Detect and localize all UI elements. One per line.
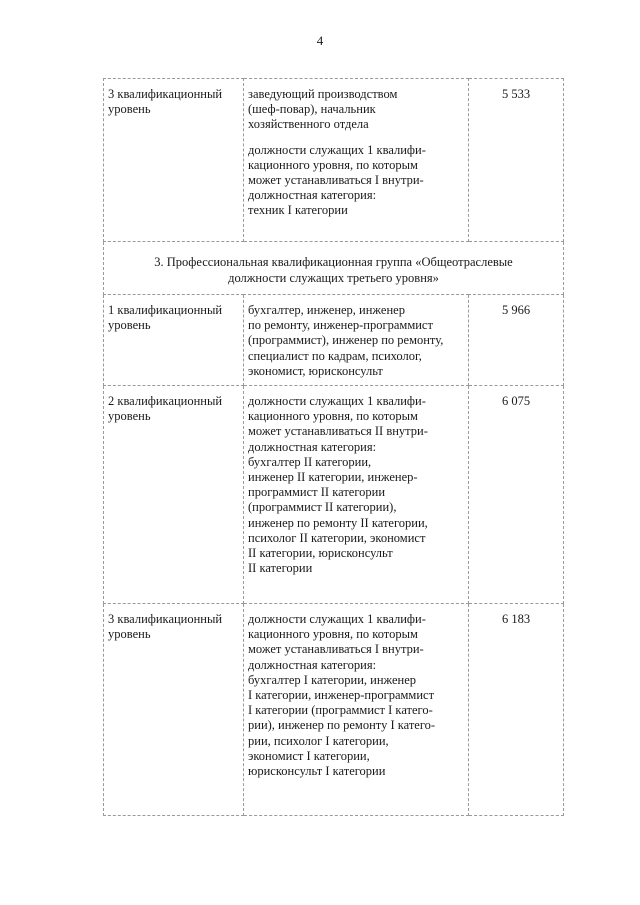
level-text: уровень bbox=[108, 102, 151, 117]
positions-cell bbox=[244, 79, 469, 242]
table-row bbox=[104, 79, 564, 242]
group-title-line: должности служащих третьего уровня» bbox=[228, 271, 439, 285]
salary-table bbox=[103, 78, 564, 816]
position-line: должности служащих 1 квалифи- bbox=[248, 394, 426, 409]
level-text: уровень bbox=[108, 318, 151, 333]
position-line: II категории, юрисконсульт bbox=[248, 546, 393, 561]
positions-block bbox=[248, 143, 464, 219]
position-line: должностная категория: bbox=[248, 188, 377, 203]
position-line: бухгалтер, инженер, инженер bbox=[248, 303, 405, 317]
position-line: рии), инженер по ремонту I катего- bbox=[248, 718, 436, 733]
position-line: (программист), инженер по ремонту, bbox=[248, 333, 444, 348]
position-line: кационного уровня, по которым bbox=[248, 627, 418, 642]
position-line: должностная категория: bbox=[248, 657, 377, 672]
position-line: заведующий производством bbox=[248, 87, 398, 101]
level-text: 2 квалификационный bbox=[108, 394, 223, 409]
positions-block bbox=[248, 87, 464, 133]
qualification-level-cell bbox=[104, 386, 244, 604]
position-line: по ремонту, инженер-программист bbox=[248, 318, 433, 333]
position-line: инженер II категории, инженер- bbox=[248, 470, 418, 485]
salary-cell: 6 183 bbox=[469, 604, 564, 816]
positions-cell bbox=[244, 295, 469, 386]
positions-cell bbox=[244, 604, 469, 816]
level-text: 3 квалификационный bbox=[108, 87, 223, 101]
position-line: бухгалтер II категории, bbox=[248, 454, 372, 469]
group-title bbox=[104, 242, 564, 295]
level-text: 3 квалификационный bbox=[108, 612, 223, 627]
position-line: I категории, инженер-программист bbox=[248, 688, 435, 703]
position-line: может устанавливаться I внутри- bbox=[248, 173, 424, 188]
position-line: (программист II категории), bbox=[248, 500, 397, 515]
position-line: кационного уровня, по которым bbox=[248, 409, 418, 424]
position-line: должности служащих 1 квалифи- bbox=[248, 612, 426, 627]
qualification-level-cell bbox=[104, 604, 244, 816]
page-number: 4 bbox=[316, 33, 324, 48]
position-line: экономист I категории, bbox=[248, 748, 370, 763]
level-text: уровень bbox=[108, 409, 151, 424]
position-line: психолог II категории, экономист bbox=[248, 530, 426, 545]
qualification-level-cell bbox=[104, 79, 244, 242]
positions-cell bbox=[244, 386, 469, 604]
position-line: II категории bbox=[248, 561, 313, 576]
table-row bbox=[104, 604, 564, 816]
table-row bbox=[104, 386, 564, 604]
qualification-level-cell bbox=[104, 295, 244, 386]
position-line: должности служащих 1 квалифи- bbox=[248, 142, 426, 157]
position-line: программист II категории bbox=[248, 485, 386, 500]
position-line: юрисконсульт I категории bbox=[248, 764, 386, 779]
level-text: 1 квалификационный bbox=[108, 303, 223, 317]
salary-cell: 5 533 bbox=[469, 79, 564, 242]
position-line: специалист по кадрам, психолог, bbox=[248, 348, 422, 363]
group-title-line: 3. Профессиональная квалификационная группа «Общеотраслевые bbox=[154, 255, 513, 269]
position-line: (шеф-повар), начальник bbox=[248, 102, 376, 117]
position-line: экономист, юрисконсульт bbox=[248, 363, 383, 378]
position-line: рии, психолог I категории, bbox=[248, 733, 389, 748]
position-line: кационного уровня, по которым bbox=[248, 157, 418, 172]
position-line: бухгалтер I категории, инженер bbox=[248, 672, 417, 687]
position-line: может устанавливаться I внутри- bbox=[248, 642, 424, 657]
position-line: может устанавливаться II внутри- bbox=[248, 424, 428, 439]
group-heading-row bbox=[104, 242, 564, 295]
table-row bbox=[104, 295, 564, 386]
salary-cell: 6 075 bbox=[469, 386, 564, 604]
position-line: должностная категория: bbox=[248, 439, 377, 454]
salary-cell: 5 966 bbox=[469, 295, 564, 386]
position-line: инженер по ремонту II категории, bbox=[248, 515, 428, 530]
level-text: уровень bbox=[108, 627, 151, 642]
position-line: хозяйственного отдела bbox=[248, 117, 369, 132]
position-line: I категории (программист I катего- bbox=[248, 703, 433, 718]
position-line: техник I категории bbox=[248, 203, 348, 218]
